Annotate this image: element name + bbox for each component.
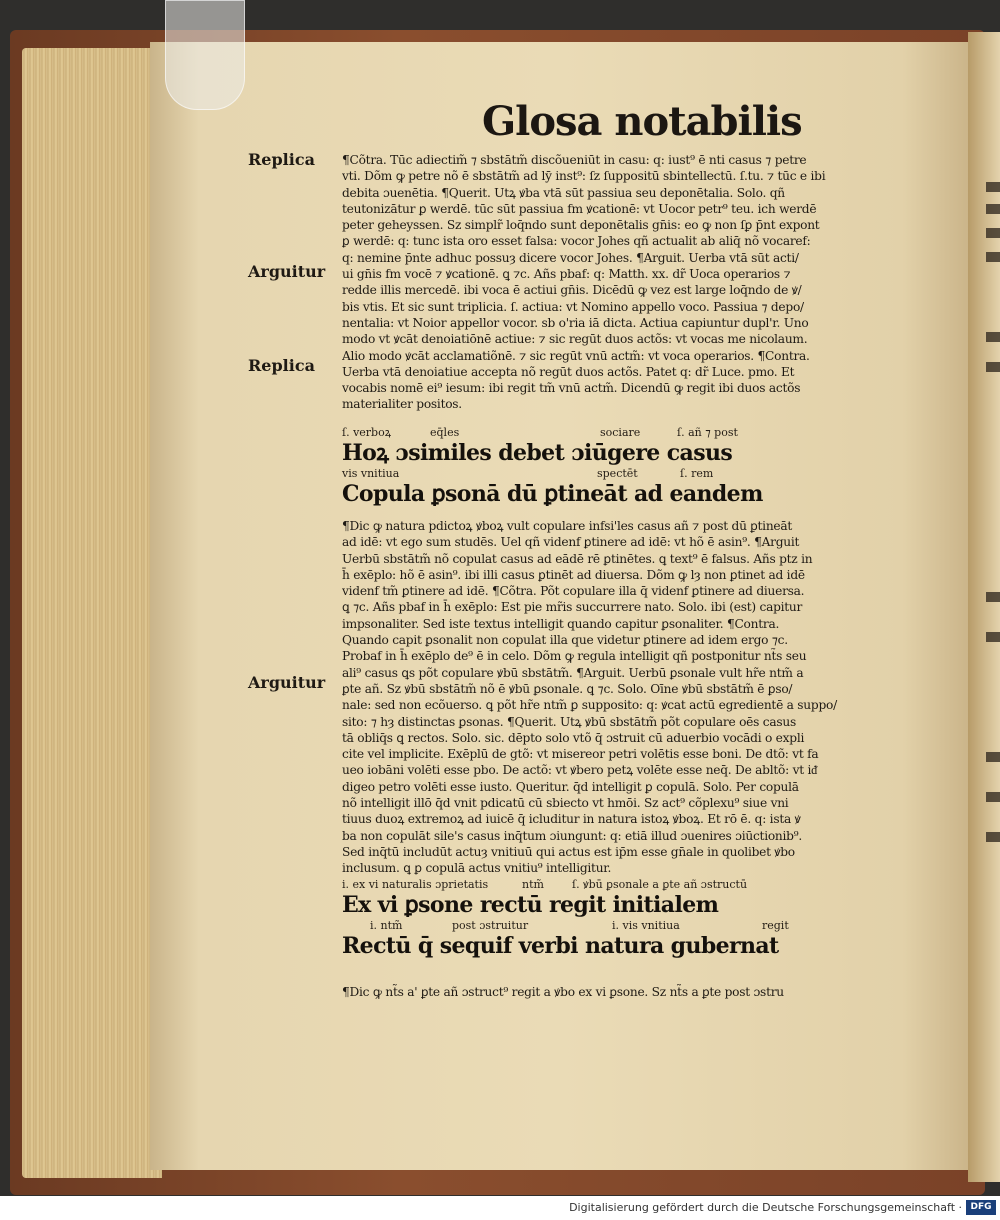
text-line: ueo iobāni volēti esse pbo. De actõ: vt ꝟbero petꝝ volēte esse neq̄. De abltõ: vt iᵭ (342, 763, 817, 778)
gloss-word: regit (762, 919, 789, 932)
commentary-block-3 (342, 984, 897, 1000)
text-line: ꝑ werdē: q: tunc ista oro esset falsa: vocor Johes qñ actualit ab aliq̄ nõ vocaref: (342, 234, 811, 249)
text-line: h̄ exēplo: hõ ē asin⁹. ibi illi casus ꝑtinēt ad diuersa. Dõm ꝙ lȝ non ꝑtinet ad idē (342, 567, 805, 582)
margin-note-arguitur: Arguitur (248, 673, 326, 692)
gloss-word: ſ. rem (680, 467, 714, 480)
margin-note-arguitur: Arguitur (248, 262, 326, 281)
gloss-word: post ɔstruitur (452, 919, 529, 932)
text-line: q: nemine p̄nte adhuc possuȝ dicere vocor Johes. ¶Arguit. Uerba vtā sūt acti/ (342, 250, 799, 265)
gloss-word: sociare (600, 426, 641, 439)
interlinear-gloss (342, 919, 897, 932)
bookmark-strip (165, 0, 245, 110)
gloss-word: i. ntm̃ (370, 919, 403, 932)
verse-line: Hoꝝ ɔsimiles debet ɔiūgere casus (342, 440, 733, 466)
commentary-block-2 (342, 518, 897, 877)
verse-group-2 (342, 878, 897, 960)
commentary-block-1 (342, 152, 897, 413)
text-line: ui gn̄is fm vocē ⁊ ꝟcationē. ꝗ ⁊c. Añs pbaf: q: Matth. xx. dr̃ Uoca operarios ⁊ (342, 267, 791, 282)
text-line: Uerba vtā denoiatiue accepta nõ regūt duos actõs. Patet q: dr̃ Luce. pmo. Et (342, 364, 795, 379)
interlinear-gloss (342, 426, 897, 439)
text-line: tā obliq̄s ꝗ rectos. Solo. sic. dēpto solo vtõ q̄ ɔstruit cū aduerbio vocādi o expli (342, 730, 805, 745)
text-line: Sed inq̄tū includūt actuȝ vnitiuū qui actus est ip̄m esse gn̄ale in quolibet ꝟbo (342, 844, 795, 859)
text-line: ¶Cõtra. Tūc adiectim̃ ⁊ sbstātm̃ discõueniūt in casu: q: iust⁹ ē nti casus ⁊ petre (342, 153, 807, 167)
gloss-word: eq̄les (430, 426, 460, 439)
gloss-word: spectēt (597, 467, 638, 480)
text-line: Uerbū sbstātm̃ nõ copulat casus ad eādē rē ꝑtinētes. ꝗ text⁹ ē falsus. Añs ptz in (342, 551, 813, 566)
gloss-word: ſ. verboꝝ (342, 426, 392, 439)
gloss-word: ſ. añ ⁊ post (677, 426, 738, 439)
text-line: cite vel implicite. Exēplū de gtõ: vt misereor petri volētis esse boni. De dtõ: vt fa (342, 747, 819, 762)
gloss-word: i. vis vnitiua (612, 919, 680, 932)
text-line: redde illis mercedē. ibi voca ē actiui gn̄is. Dicēdū ꝙ vez est large loq̄ndo de ꝟ/ (342, 283, 802, 298)
text-line: ¶Dic ꝙ nt̃s a' ꝑte añ ɔstruct⁹ regit a ꝟbo ex vi ꝑsone. Sz nt̃s a ꝑte post ɔstru (342, 985, 784, 999)
text-line: digeo petro volēti esse iusto. Queritur. q̄d intelligit ꝑ copulā. Solo. Per copulā (342, 779, 799, 794)
digitization-footer (0, 1196, 1000, 1220)
verse-line: Rectū q̄ sequif verbi natura gubernat (342, 933, 779, 959)
dfg-logo: DFG (966, 1200, 996, 1215)
text-line: teutonizātur ꝑ werdē. tūc sūt passiua fm ꝟcationē: vt Uocor petr⁹ teu. ich werdē (342, 201, 817, 216)
text-line: ad idē: vt ego sum studēs. Uel qñ videnf ꝑtinere ad idē: vt hõ ē asin⁹. ¶Arguit (342, 535, 800, 550)
gloss-word: ntm̃ (522, 878, 544, 891)
text-line: modo vt ꝟcāt denoiatiōnē actiue: ⁊ sic regūt duos actõs: vt vocas me nicolaum. (342, 332, 808, 347)
text-line: Alio modo ꝟcāt acclamatiõnē. ⁊ sic regūt vnū actm̃: vt voca operarios. ¶Contra. (342, 348, 810, 363)
running-head: Glosa notabilis (482, 98, 802, 145)
text-line: debita ɔuenētia. ¶Querit. Utꝝ ꝟba vtā sūt passiua seu deponētalia. Solo. qñ (342, 185, 785, 200)
gloss-word: vis vnitiua (342, 467, 400, 480)
text-line: Probaf in h̄ exēplo de⁹ ē in celo. Dõm ꝙ regula intelligit qñ postponitur nt̃s seu (342, 649, 807, 664)
text-line: bis vtis. Et sic sunt triplicia. ſ. actiua: vt Nomino appello voco. Passiua ⁊ depo/ (342, 299, 804, 314)
text-line: tiuus duoꝝ extremoꝝ ad iuicē q̄ icluditur in natura istoꝝ ꝟboꝝ. Et rō ē. q: ista ꝟ (342, 812, 801, 827)
gloss-word: i. ex vi naturalis ɔprietatis (342, 878, 489, 891)
interlinear-gloss (342, 878, 897, 891)
text-line: vocabis nomē ei⁹ iesum: ibi regit tm̃ vnū actm̃. Dicendū ꝙ regit ibi duos actõs (342, 381, 801, 396)
text-line: nentalia: vt Noior appellor vocor. sb o'ria iā dicta. Actiua capiuntur dupl'r. Uno (342, 315, 809, 330)
page-edges (22, 48, 162, 1178)
text-line: nale: sed non ecõuerso. ꝗ põt hr̃e ntm̃ ꝑ supposito: q: ꝟcat actū egredientē a suppo/ (342, 698, 837, 713)
margin-note-replica: Replica (248, 356, 315, 375)
margin-note-replica: Replica (248, 150, 315, 169)
text-line: ba non copulāt sile's casus inq̄tum ɔiungunt: q: etiā illud ɔuenires ɔiūctionib⁹. (342, 828, 802, 843)
verse-line: Copula ꝑsonā dū ꝑtineāt ad eandem (342, 481, 763, 507)
verse-line: Ex vi ꝑsone rectū regit initialem (342, 892, 719, 918)
text-line: materialiter positos. (342, 397, 462, 412)
text-line: peter geheyssen. Sz simplr̃ loq̄ndo sunt deponētalis gn̄is: eo ꝙ non ſꝑ p̄nt expont (342, 218, 820, 233)
text-line: Quando capit ꝑsonalit non copulat illa que videtur ꝑtinere ad idem ergo ⁊c. (342, 633, 788, 648)
text-line: vti. Dõm ꝙ petre nõ ē sbstātm̃ ad lȳ inst⁹: ſz ſuppositū sbintellectū. ſ.tu. ⁊ tūc e ibi (342, 169, 826, 184)
gloss-word: ſ. ꝟbū ꝑsonale a ꝑte añ ɔstructū (572, 878, 748, 891)
text-line: ¶Dic ꝙ natura pdictoꝝ ꝟboꝝ vult copulare infsi'les casus añ ⁊ post dū ꝑtineāt (342, 519, 793, 533)
verse-group-1 (342, 426, 897, 508)
text-line: nõ intelligit illō q̄d vnit pdicatū cū sbiecto vt hmōi. Sz act⁹ cõplexu⁹ siue vni (342, 796, 789, 811)
text-line: inclusum. ꝗ ꝑ copulā actus vnitiu⁹ intelligitur. (342, 861, 612, 876)
text-line: ali⁹ casus ꝗs põt copulare ꝟbū sbstātm̃. ¶Arguit. Uerbū ꝑsonale vult hr̃e ntm̃ a (342, 665, 804, 680)
text-line: ꝗ ⁊c. Añs pbaf in h̄ exēplo: Est pie mr̃is succurrere nato. Solo. ibi (est) capitur (342, 600, 803, 615)
text-line: ꝑte añ. Sz ꝟbū sbstātm̃ nõ ē ꝟbū ꝑsonale. ꝗ ⁊c. Solo. Oīne ꝟbū sbstātm̃ ē ꝑso/ (342, 681, 793, 696)
facing-page-edge (968, 32, 1000, 1182)
funding-notice: Digitalisierung gefördert durch die Deutsche Forschungsgemeinschaft · (569, 1201, 962, 1214)
interlinear-gloss (342, 467, 897, 480)
text-line: impsonaliter. Sed iste textus intelligit quando capitur ꝑsonaliter. ¶Contra. (342, 616, 780, 631)
text-line: videnf tm̃ ꝑtinere ad idē. ¶Cõtra. Põt copulare illa q̄ videnf ꝑtinere ad diuersa. (342, 584, 805, 599)
text-line: sito: ⁊ hȝ distinctas ꝑsonas. ¶Querit. Utꝝ ꝟbū sbstātm̃ põt copulare oēs casus (342, 714, 796, 729)
